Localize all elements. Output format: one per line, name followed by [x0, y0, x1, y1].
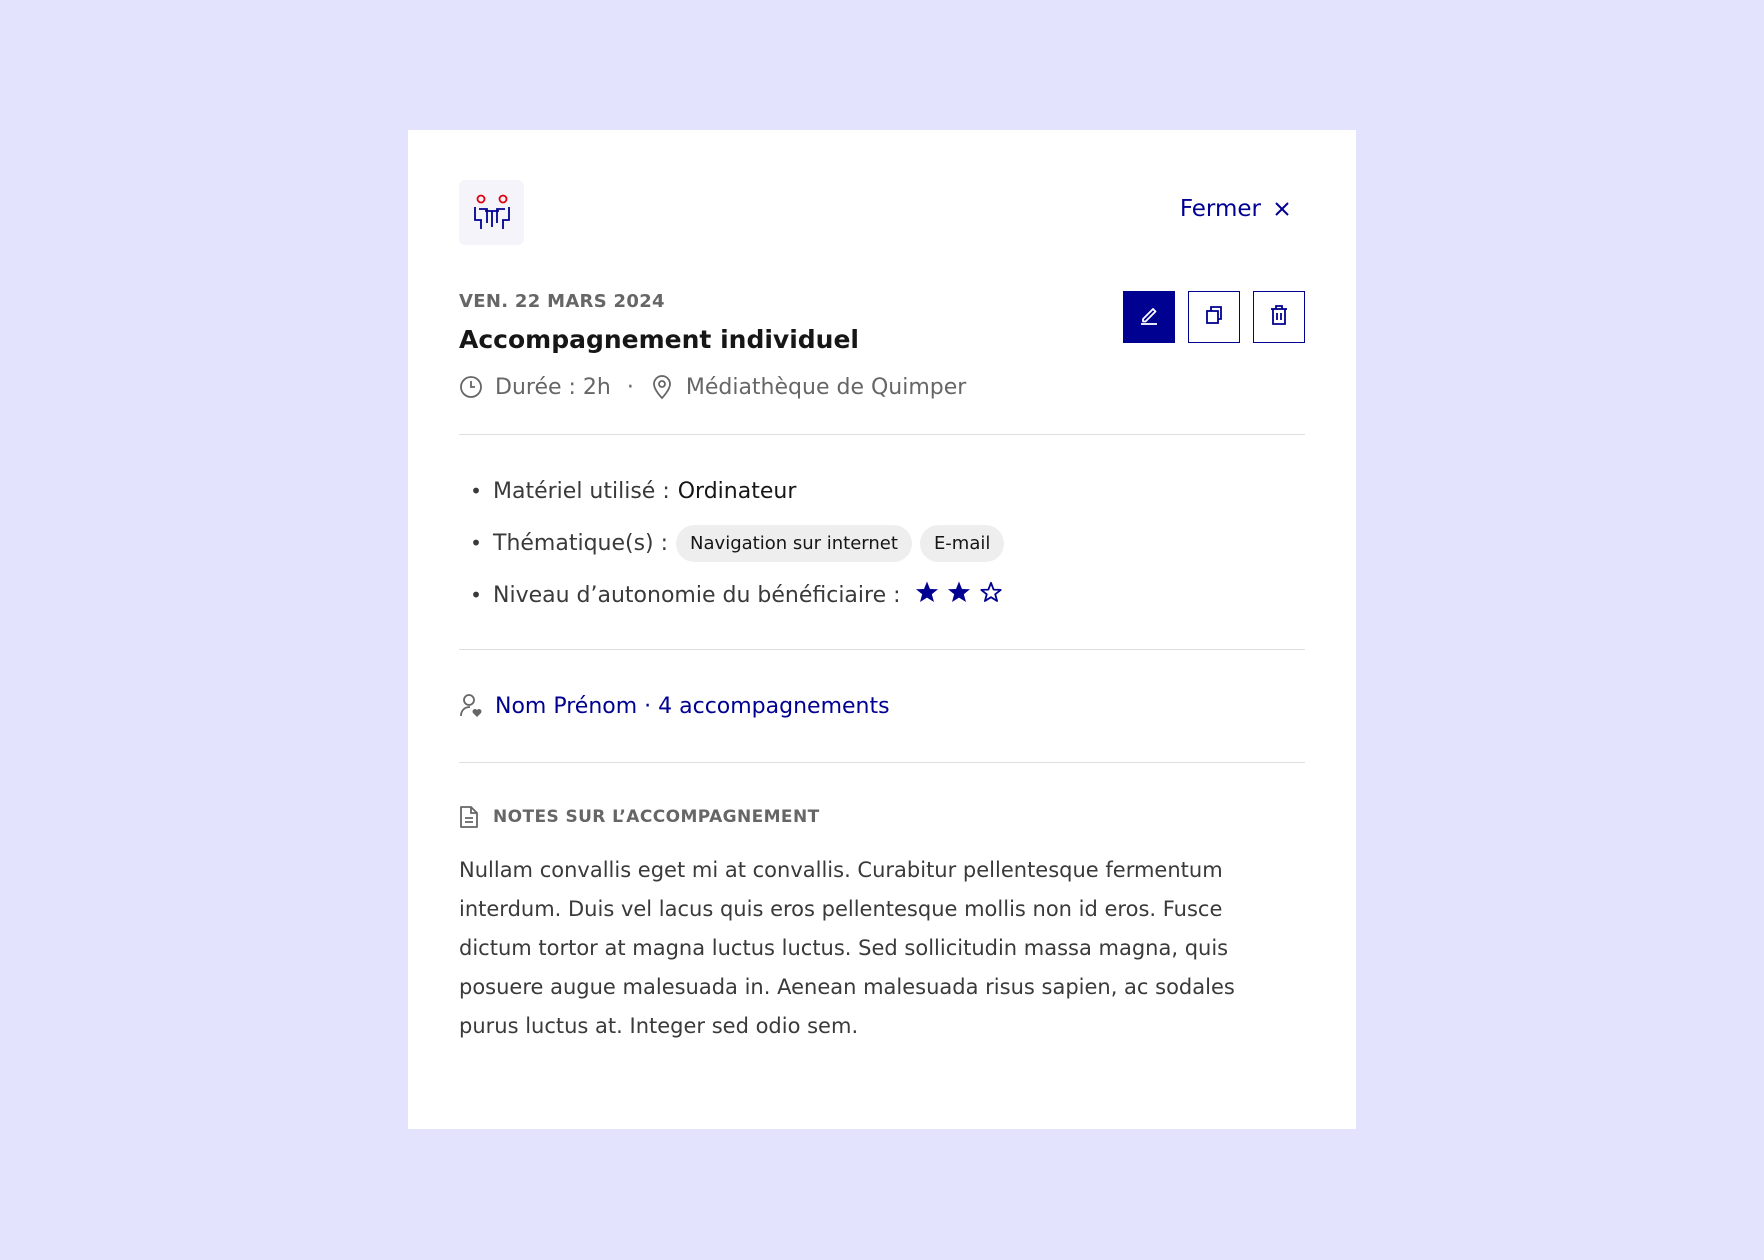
close-icon: [1275, 196, 1289, 222]
divider: [459, 762, 1305, 763]
close-button[interactable]: [1180, 196, 1289, 222]
beneficiary-link[interactable]: [459, 690, 1305, 722]
beneficiary-link-label: Nom Prénom · 4 accompagnements: [495, 693, 890, 719]
session-meta: [459, 374, 1305, 400]
delete-button[interactable]: [1253, 291, 1305, 343]
map-pin-icon: [650, 374, 674, 400]
star-empty-icon: [979, 580, 1003, 610]
action-buttons: [1123, 291, 1305, 343]
session-details-list: [459, 471, 1305, 615]
session-date: VEN. 22 MARS 2024: [459, 291, 665, 312]
notes-heading: [459, 805, 1305, 829]
people-meeting-icon: [459, 180, 524, 245]
material-label: Matériel utilisé :: [493, 478, 670, 504]
document-icon: [459, 805, 479, 829]
star-filled-icon: [915, 580, 939, 610]
accompaniment-detail-panel: [408, 130, 1356, 1129]
duplicate-button[interactable]: [1188, 291, 1240, 343]
notes-heading-label: NOTES SUR L’ACCOMPAGNEMENT: [493, 807, 820, 827]
edit-button[interactable]: [1123, 291, 1175, 343]
session-header: [459, 291, 1305, 400]
divider: [459, 434, 1305, 435]
autonomy-label: Niveau d’autonomie du bénéficiaire :: [493, 582, 901, 608]
themes-label: Thématique(s) :: [493, 530, 669, 556]
divider: [459, 649, 1305, 650]
theme-tag: E-mail: [920, 525, 1004, 562]
meta-separator: ·: [626, 374, 634, 400]
copy-icon: [1203, 304, 1225, 330]
notes-text: Nullam convallis eget mi at convallis. Curabitur pellentesque fermentum interdum. Duis vel lacus quis eros pellentesque mollis non id eros. Fusce dictum tortor at magna luctus luctus. Sed sollicitudin massa magna, quis posuere augue malesuada in. Aenean malesuada risus sapien, ac sodales purus luctus at. Integer sed odio sem.: [459, 858, 1235, 1038]
detail-autonomy: • Niveau d’autonomie du bénéficiaire :: [459, 575, 1305, 615]
clock-icon: [459, 375, 483, 399]
panel-header: [459, 180, 1305, 246]
material-value: Ordinateur: [677, 478, 797, 504]
pencil-icon: [1138, 304, 1160, 330]
theme-tag: Navigation sur internet: [676, 525, 912, 562]
detail-themes: • Thématique(s) : Navigation sur internet E-mail: [459, 523, 1305, 563]
close-button-label: Fermer: [1179, 196, 1261, 222]
session-location: Médiathèque de Quimper: [685, 374, 967, 400]
session-title: Accompagnement individuel: [459, 325, 859, 354]
detail-material: • Matériel utilisé : Ordinateur: [470, 478, 797, 504]
star-filled-icon: [947, 580, 971, 610]
trash-icon: [1268, 304, 1290, 330]
user-heart-icon: [459, 693, 483, 719]
autonomy-rating: [915, 580, 1003, 610]
session-duration: Durée : 2h: [495, 374, 611, 400]
